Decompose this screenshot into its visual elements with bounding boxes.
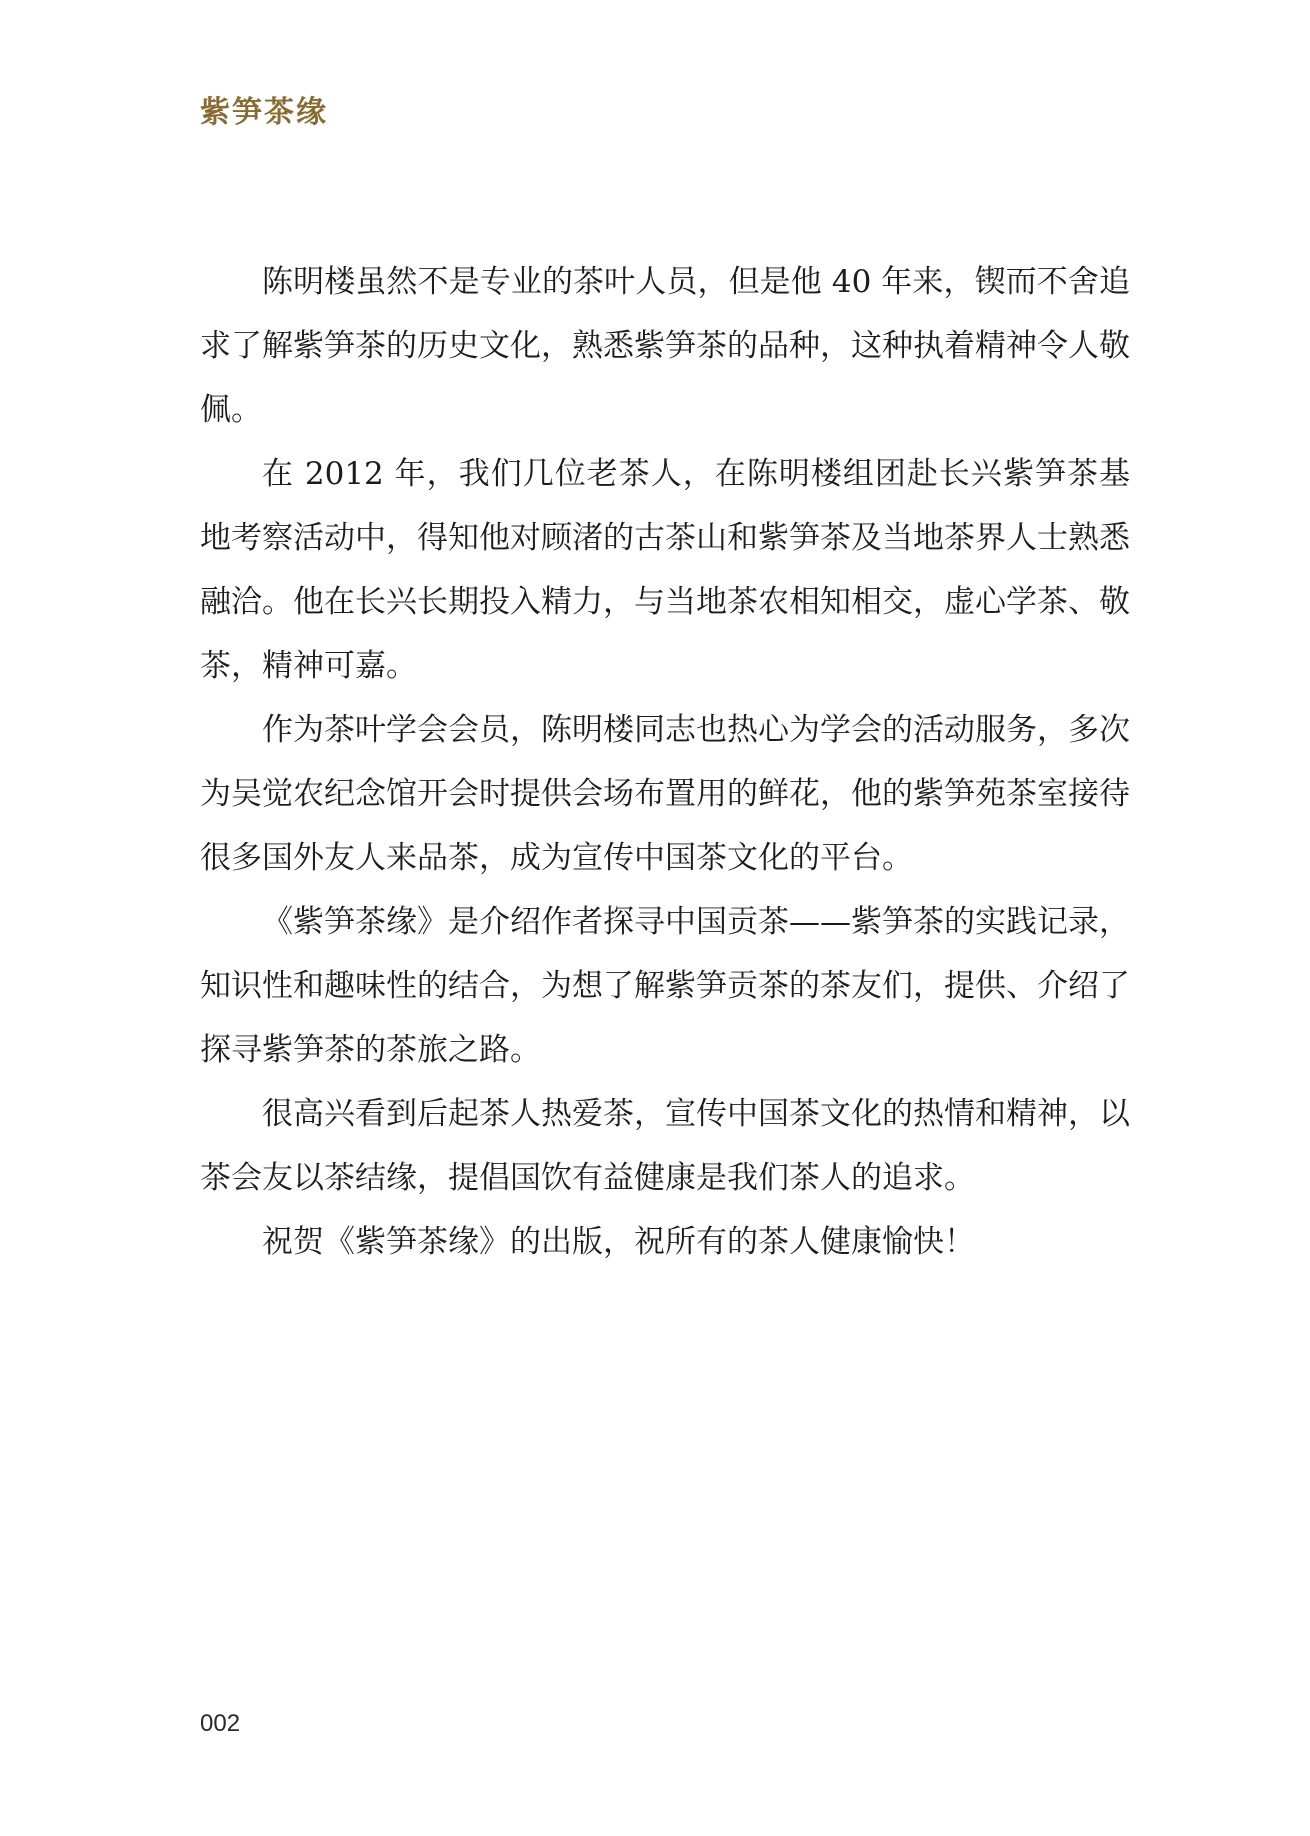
paragraph: 陈明楼虽然不是专业的茶叶人员，但是他 40 年来，锲而不舍追求了解紫笋茶的历史文化，熟悉紫笋茶的品种，这种执着精神令人敬佩。	[200, 264, 1130, 428]
paragraph: 作为茶叶学会会员，陈明楼同志也热心为学会的活动服务，多次为吴觉农纪念馆开会时提供会场布置用的鲜花，他的紫笋苑茶室接待很多国外友人来品茶，成为宣传中国茶文化的平台。	[200, 712, 1130, 876]
paragraph: 很高兴看到后起茶人热爱茶，宣传中国茶文化的热情和精神，以茶会友以茶结缘，提倡国饮有益健康是我们茶人的追求。	[200, 1096, 1130, 1196]
paragraph: 在 2012 年，我们几位老茶人，在陈明楼组团赴长兴紫笋茶基地考察活动中，得知他对顾渚的古茶山和紫笋茶及当地茶界人士熟悉融洽。他在长兴长期投入精力，与当地茶农相知相交，虚心学茶、敬茶，精神可嘉。	[200, 456, 1130, 684]
body-text	[200, 250, 1130, 1274]
paragraph: 《紫笋茶缘》是介绍作者探寻中国贡茶——紫笋茶的实践记录，知识性和趣味性的结合，为想了解紫笋贡茶的茶友们，提供、介绍了探寻紫笋茶的茶旅之路。	[200, 904, 1130, 1068]
paragraph: 祝贺《紫笋茶缘》的出版，祝所有的茶人健康愉快！	[262, 1224, 975, 1260]
page-number: 002	[200, 1710, 241, 1737]
running-header-title: 紫笋茶缘	[200, 95, 328, 130]
